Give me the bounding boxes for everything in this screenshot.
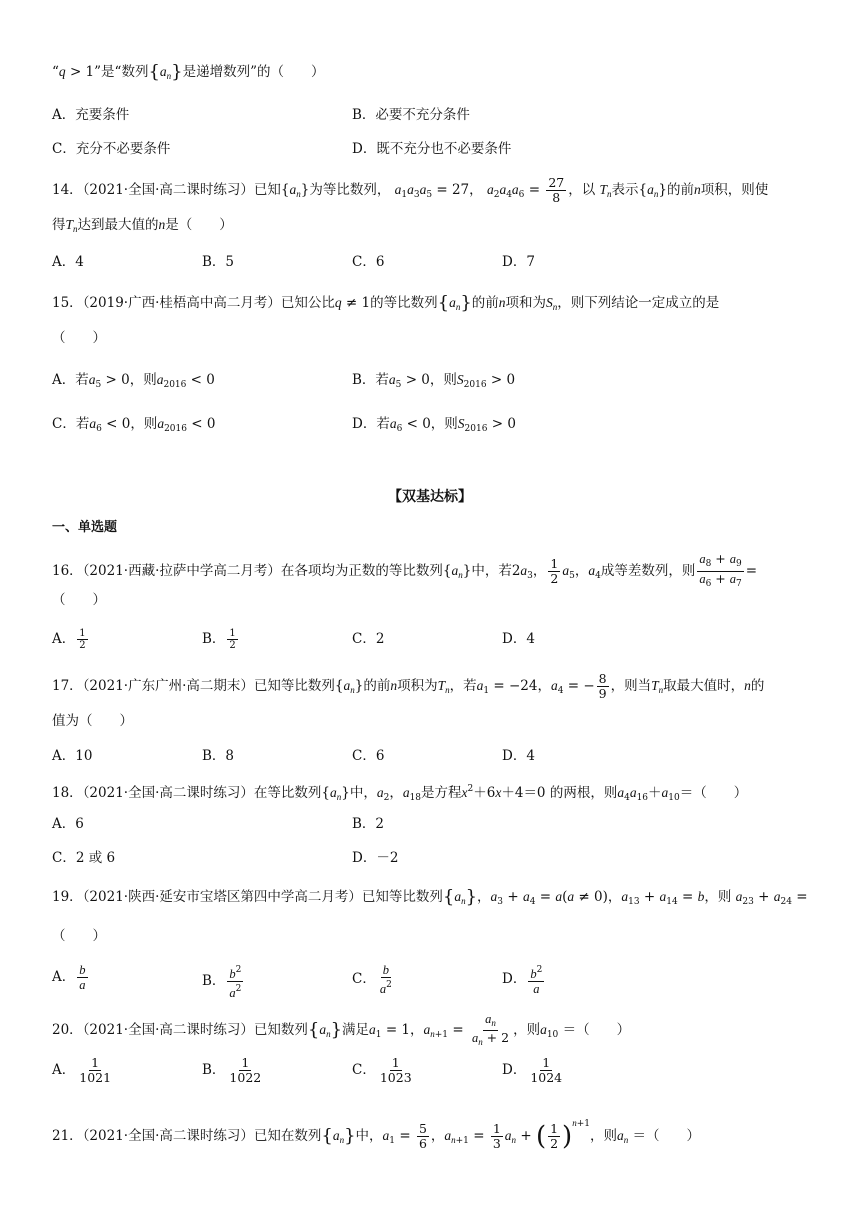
q13-option-c: C．充分不必要条件 xyxy=(52,141,171,157)
q16-option-b: B． $\frac{1}{2}$ xyxy=(202,628,236,651)
question-16-stem: 16．（2021·西藏·拉萨中学高二月考）在各项均为正数的等比数列$\{a_n\}$中，若$2a_3$， $\frac{1}{2}$ $a_5$，$a_4$成等差数列，则 $\frac{a_8 + a_9}{a_6 + a_7}$ = xyxy=(52,551,758,589)
q13-option-d: D．既不充分也不必要条件 xyxy=(352,141,512,157)
q18-option-c: C．2 或 6 xyxy=(52,850,116,866)
section-title: 【双基达标】 xyxy=(388,489,472,505)
q18-option-b: B．2 xyxy=(352,816,385,832)
q15-option-b: B．若$a_5 > 0$，则$S_{2016} > 0$ xyxy=(352,372,516,390)
q15-option-c: C．若$a_6 < 0$，则$a_{2016} < 0$ xyxy=(52,416,216,434)
question-14-stem-line2: 得$T_n$达到最大值的n是（ ） xyxy=(52,217,233,234)
q17-option-b: B．8 xyxy=(202,748,235,764)
q16-option-c: C．2 xyxy=(352,631,385,647)
q19-option-d: D． $\frac{b^2}{a}$ xyxy=(502,965,543,996)
q14-option-c: C．6 xyxy=(352,254,385,270)
q20-option-a: A． $\frac{1}{1021}$ xyxy=(52,1055,112,1085)
q17-option-c: C．6 xyxy=(352,748,385,764)
q18-option-a: A．6 xyxy=(52,816,84,832)
question-21-stem: 21．（2021·全国·高二课时练习）已知在数列$\{a_n\}$中，$a_1$ = $\frac{5}{6}$ ，$a_{n+1}$ = $\frac{1}{3}$ $a_n$ + ( $\frac{1}{2}$ )$^{n+1}$，则$a_n$ ＝（ ） xyxy=(52,1118,701,1152)
question-15-paren: （ ） xyxy=(52,330,106,346)
question-17-stem: 17．（2021·广东广州·高二期末）已知等比数列$\{a_n\}$的前n项积为$T_n$，若$a_1 = -24$，$a_4$ = − $\frac{8}{9}$ ，则当$T_n$取最大值时，n的 xyxy=(52,671,765,701)
q19-option-a: A． $\frac{b}{a}$ xyxy=(52,963,86,992)
q14-option-b: B．5 xyxy=(202,254,235,270)
q15-option-a: A．若$a_5 > 0$，则$a_{2016} < 0$ xyxy=(52,372,215,390)
question-13-stem: “q > 1”是“数列$\{a_n\}$是递增数列”的（ ） xyxy=(52,61,325,83)
q17-option-d: D．4 xyxy=(502,748,535,764)
q14-option-d: D．7 xyxy=(502,254,535,270)
q15-option-d: D．若$a_6 < 0$，则$S_{2016} > 0$ xyxy=(352,416,516,434)
section-subtitle: 一、单选题 xyxy=(52,520,118,535)
q20-option-c: C． $\frac{1}{1023}$ xyxy=(352,1055,412,1085)
q20-option-d: D． $\frac{1}{1024}$ xyxy=(502,1055,563,1085)
question-16-paren: （ ） xyxy=(52,592,106,608)
question-14-stem: 14．（2021·全国·高二课时练习）已知$\{a_n\}$为等比数列， $a_1a_3a_5 = 27$， $a_2a_4a_6$ = $\frac{27}{8}$ ，以 $T_n$表示$\{a_n\}$的前n项积，则使 xyxy=(52,175,769,205)
q13-option-b: B．必要不充分条件 xyxy=(352,107,470,123)
q13-option-a: A．充要条件 xyxy=(52,107,130,123)
q14-option-a: A．4 xyxy=(52,254,84,270)
question-19-stem: 19．（2021·陕西·延安市宝塔区第四中学高二月考）已知等比数列$\{a_n\}$，$a_3 + a_4 = a(a \ne 0)$，$a_{13} + a_{14} = b$，则 $a_{23} + a_{24}$ = xyxy=(52,886,808,908)
question-15-stem: 15．（2019·广西·桂梧高中高二月考）已知公比q ≠ 1的等比数列$\{a_n\}$的前n项和为$S_n$，则下列结论一定成立的是 xyxy=(52,292,720,314)
q16-option-a: A． $\frac{1}{2}$ xyxy=(52,628,86,651)
q19-option-c: C． $\frac{b}{a^2}$ xyxy=(352,963,392,996)
q19-option-b: B． $\frac{b^2}{a^2}$ xyxy=(202,965,242,1000)
q16-option-d: D．4 xyxy=(502,631,535,647)
q17-option-a: A．10 xyxy=(52,748,93,764)
question-20-stem: 20．（2021·全国·高二课时练习）已知数列$\{a_n\}$满足$a_1 = 1$，$a_{n+1}$ = $\frac{a_n}{a_n + 2}$ ，则$a_{10}$ ＝（ ） xyxy=(52,1012,631,1047)
q20-option-b: B． $\frac{1}{1022}$ xyxy=(202,1055,262,1085)
q18-option-d: D．－2 xyxy=(352,850,399,866)
question-17-stem-line2: 值为（ ） xyxy=(52,713,133,729)
question-18-stem: 18．（2021·全国·高二课时练习）在等比数列$\{a_n\}$中，$a_2$，$a_{18}$是方程$x^2+6x+4=0$ 的两根，则$a_4a_{16}+a_{10}=$（ ） xyxy=(52,784,748,803)
question-19-paren: （ ） xyxy=(52,928,106,944)
